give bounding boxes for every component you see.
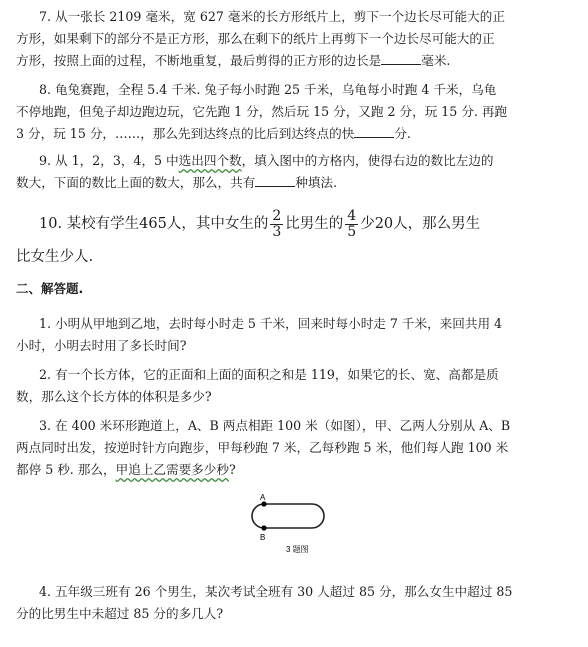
p3-line1: 3. 在 400 米环形跑道上，A、B 两点相距 100 米（如图），甲、乙两人分别从 A、B (39, 418, 511, 433)
fraction-denominator: 5 (347, 223, 357, 240)
track-figure (250, 492, 340, 564)
q9-line1 (16, 150, 576, 172)
fraction-numerator: 4 (347, 207, 357, 224)
track-outline (252, 504, 324, 528)
p3-line3-text: 都停 5 秒. 那么， (16, 462, 116, 477)
q10-end-text: 少20人，那么男生 (360, 216, 481, 232)
q9-line2-text: 数大，下面的数比上面的数大，那么，共有 (16, 175, 256, 190)
point-a-marker (261, 501, 266, 506)
q8-line3 (16, 123, 576, 145)
q8-line1: 8. 龟兔赛跑，全程 5.4 千米. 兔子每小时跑 25 千米，乌龟每小时跑 4 千米，乌龟 (39, 82, 497, 97)
q7-line3-text: 方形，按照上面的过程，不断地重复，最后剪得的正方形的边长是 (16, 53, 382, 68)
label-b: B (260, 533, 266, 542)
question-9 (16, 150, 576, 194)
problem-3 (16, 415, 576, 481)
q10-line2: 比女生少人. (16, 249, 94, 265)
p3-line3-end: ? (228, 462, 236, 477)
problem-2 (16, 364, 576, 408)
p2-line1: 2. 有一个长方体，它的正面和上面的面积之和是 119，如果它的长、宽、高都是质 (39, 367, 499, 382)
q9-line1-text: 9. 从 1，2，3，4，5 中 (39, 153, 179, 168)
track-diagram (250, 492, 340, 564)
point-b-marker (261, 525, 266, 530)
p4-line1: 4. 五年级三班有 26 个男生，某次考试全班有 30 人超过 85 分，那么女生中超过 85 (39, 584, 513, 599)
p2-line2: 数，那么这个长方体的体积是多少? (16, 389, 212, 404)
question-10 (16, 206, 576, 268)
q7-line3-end: 毫米. (421, 53, 451, 68)
fraction-denominator: 3 (272, 223, 282, 240)
p3-line3 (16, 459, 576, 481)
q7-line1: 7. 从一张长 2109 毫米，宽 627 毫米的长方形纸片上，剪下一个边长尽可能大的正 (39, 9, 505, 24)
q8-line2: 不停地跑，但兔子却边跑边玩，它先跑 1 分，然后玩 15 分，又跑 2 分，玩 15 分. 再跑 (16, 104, 508, 119)
q8-line3-end: 分. (394, 126, 411, 141)
label-a: A (260, 493, 266, 502)
fraction-2-3 (270, 209, 283, 240)
q10-mid-text: 比男生的 (285, 216, 344, 232)
q9-underlined-phrase: 选出四个数 (178, 153, 242, 168)
fraction-numerator: 2 (272, 207, 282, 224)
section-title: 二、解答题. (16, 281, 84, 296)
q7-line3 (16, 50, 576, 72)
question-8 (16, 79, 576, 145)
q10-text: 10. 某校有学生465人，其中女生的 (39, 216, 269, 232)
q9-line2-end: 种填法. (295, 175, 338, 190)
answer-blank (255, 173, 295, 187)
p1-line1: 1. 小明从甲地到乙地，去时每小时走 5 千米，回来时每小时走 7 千米，来回共用 4 (39, 316, 503, 331)
p3-line2: 两点同时出发，按逆时针方向跑步，甲每秒跑 7 米，乙每秒跑 5 米，他们每人跑 100 米 (16, 440, 509, 455)
fraction-4-5 (345, 209, 358, 240)
answer-blank (381, 51, 421, 65)
q10-line1 (16, 206, 576, 242)
p3-underlined-phrase: 甲追上乙需要多少秒 (115, 462, 229, 477)
problem-4 (16, 581, 576, 625)
problem-1 (16, 313, 576, 357)
q7-line2: 方形，如果剩下的部分不是正方形，那么在剩下的纸片上再剪下一个边长尽可能大的正 (16, 31, 495, 46)
answer-blank (354, 124, 394, 138)
q9-line1-end: ，填入图中的方格内，使得右边的数比左边的 (241, 153, 494, 168)
section-heading (16, 278, 576, 300)
question-7 (16, 6, 576, 72)
q9-line2 (16, 172, 576, 194)
q8-line3-text: 3 分，玩 15 分，……，那么先到达终点的比后到达终点的快 (16, 126, 355, 141)
figure-caption: 3 题图 (286, 545, 309, 554)
p1-line2: 小时，小明去时用了多长时间? (16, 338, 187, 353)
p4-line2: 分的比男生中未超过 85 分的多几人? (16, 606, 224, 621)
